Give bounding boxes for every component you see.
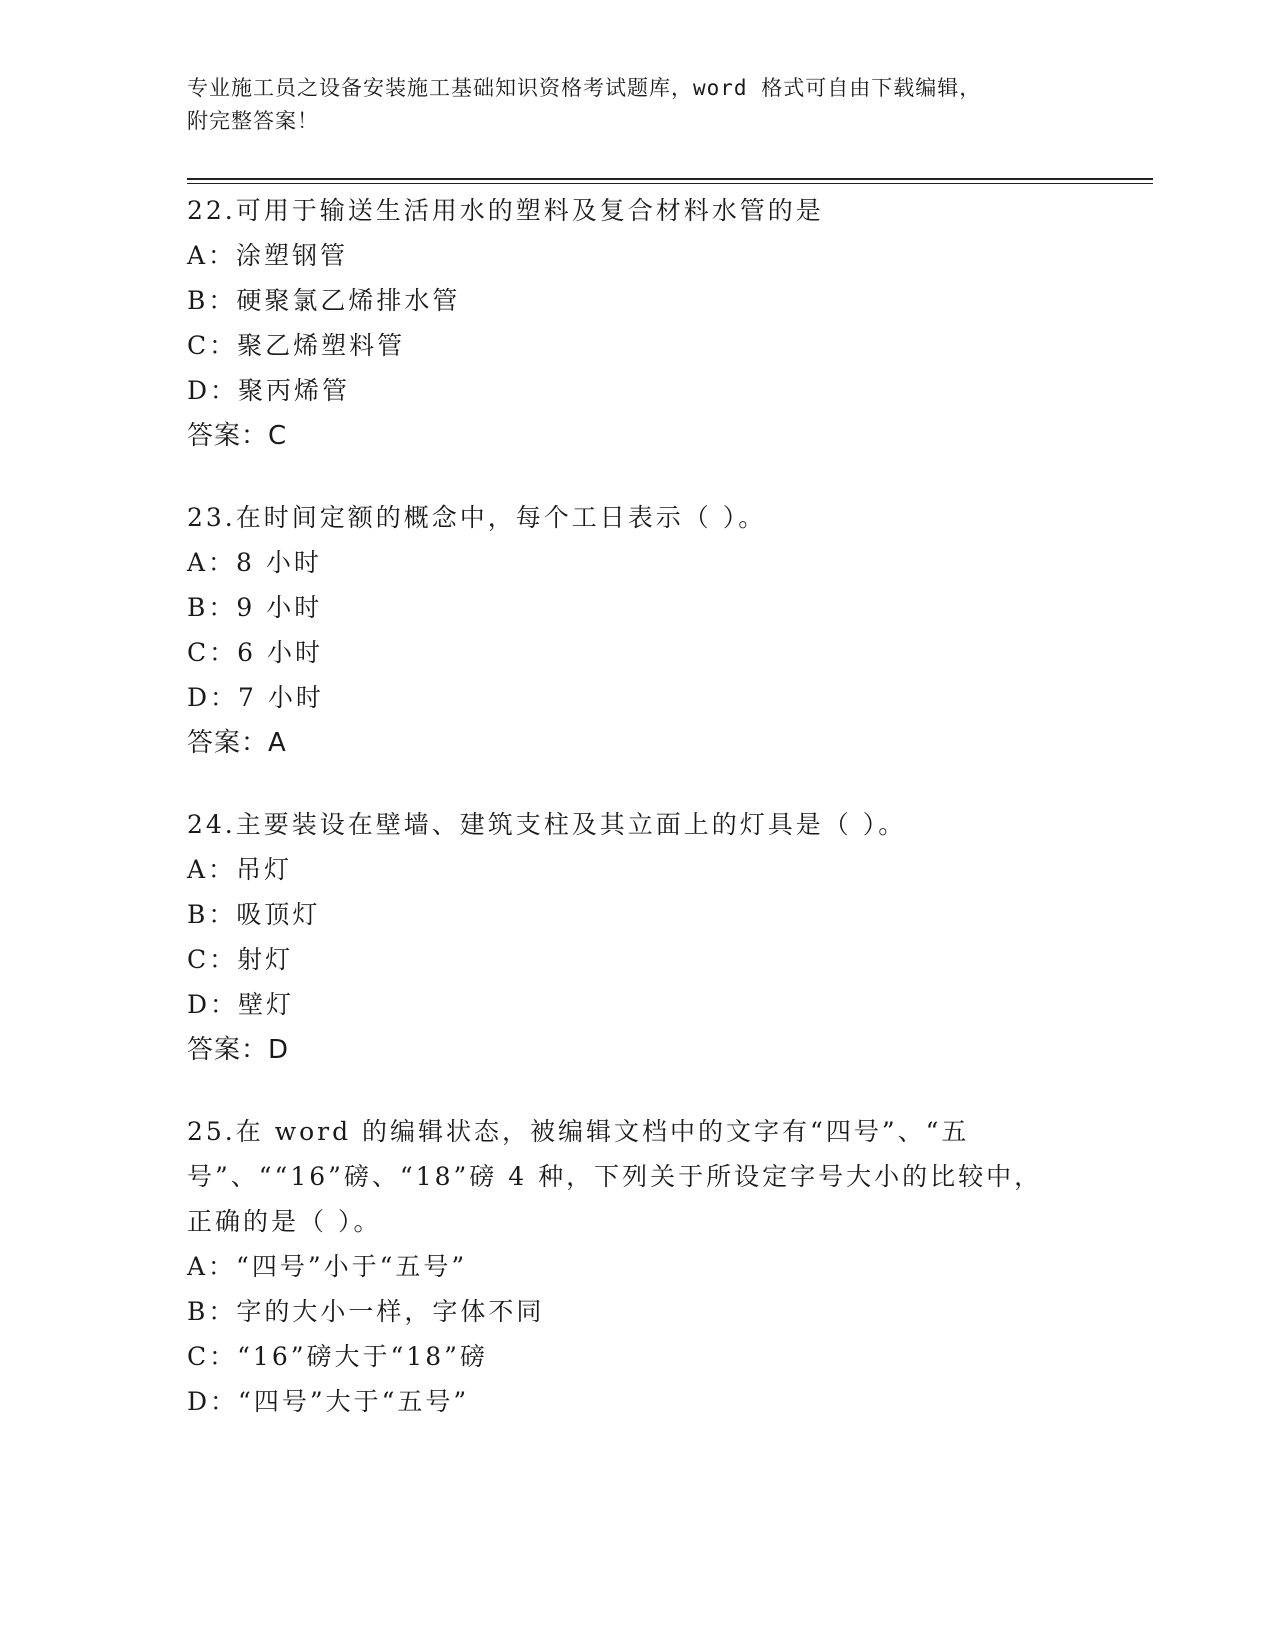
option-d: D：“四号”大于“五号” xyxy=(187,1387,470,1416)
answer-key: 答案：C xyxy=(187,421,288,451)
option-c: C：射灯 xyxy=(187,945,294,974)
question-stem: 25.在 word 的编辑状态，被编辑文档中的文字有“四号”、“五号”、““16”磅、“18”磅 4 种，下列关于所设定字号大小的比较中，正确的是（ ）。 xyxy=(187,1117,1043,1236)
option-b: B：硬聚氯乙烯排水管 xyxy=(187,286,461,315)
document-header xyxy=(187,72,1067,138)
answer-key: 答案：A xyxy=(187,728,287,758)
option-c: C：“16”磅大于“18”磅 xyxy=(187,1342,488,1371)
header-line-2: 附完整答案！ xyxy=(187,109,319,133)
option-d: D：聚丙烯管 xyxy=(187,376,351,405)
answer-key: 答案：D xyxy=(187,1035,290,1065)
option-b: B：字的大小一样，字体不同 xyxy=(187,1297,545,1326)
option-a: A：8 小时 xyxy=(187,548,322,577)
option-b: B：吸顶灯 xyxy=(187,900,321,929)
header-divider-thin xyxy=(187,183,1153,184)
question-stem: 22.可用于输送生活用水的塑料及复合材料水管的是 xyxy=(187,196,824,225)
question-list xyxy=(187,188,1087,1460)
question-stem: 24.主要装设在壁墙、建筑支柱及其立面上的灯具是（ ）。 xyxy=(187,810,907,839)
option-a: A：涂塑钢管 xyxy=(187,241,349,270)
question-22 xyxy=(187,188,1087,459)
option-a: A：“四号”小于“五号” xyxy=(187,1252,468,1281)
option-d: D：7 小时 xyxy=(187,683,324,712)
option-a: A：吊灯 xyxy=(187,855,293,884)
question-24 xyxy=(187,802,1087,1073)
question-23 xyxy=(187,495,1087,766)
question-25 xyxy=(187,1109,1087,1424)
header-line-1: 专业施工员之设备安装施工基础知识资格考试题库，word 格式可自由下载编辑， xyxy=(187,76,982,100)
question-stem: 23.在时间定额的概念中，每个工日表示（ ）。 xyxy=(187,503,767,532)
option-c: C：6 小时 xyxy=(187,638,323,667)
header-divider-thick xyxy=(187,178,1153,180)
option-d: D：壁灯 xyxy=(187,990,295,1019)
option-c: C：聚乙烯塑料管 xyxy=(187,331,406,360)
option-b: B：9 小时 xyxy=(187,593,323,622)
